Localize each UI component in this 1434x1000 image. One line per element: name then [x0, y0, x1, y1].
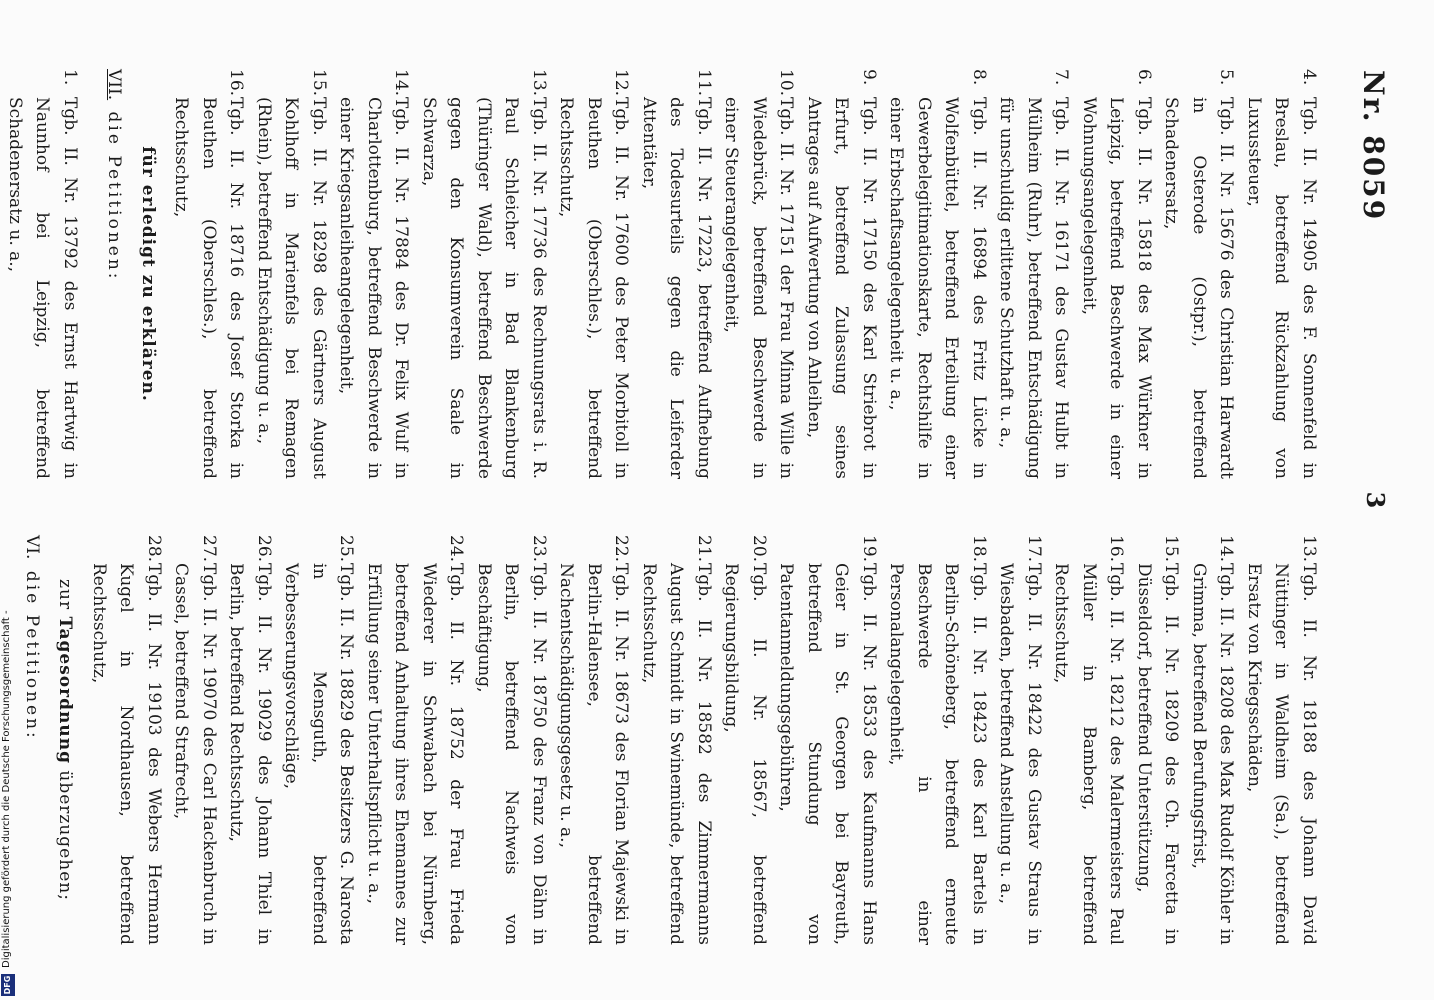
- entry-text: Tgb. II. Nr. 17150 des Karl Striebrot in Erfurt, betreffend Zulassung seines Antrages auf Aufwertung von Anleihen,: [804, 97, 879, 479]
- petition-entry: [222, 535, 277, 945]
- petition-list-main: [85, 535, 1323, 945]
- entry-text: Tgb. II. Nr. 18567, betreffend Regierungsbildung,: [721, 563, 769, 945]
- petition-entry: [470, 535, 553, 945]
- petition-entry: [635, 69, 718, 479]
- petition-entry: [992, 69, 1075, 479]
- entry-text: Tgb. II. Nr. 18750 des Franz von Dähn in Berlin, betreffend Nachweis von Beschäftigung,: [474, 563, 549, 945]
- entry-text: Tgb. II. Nr. 15818 des Max Würkner in Leipzig, betreffend Beschwerde in einer Wohnungsangelegenheit,: [1079, 97, 1154, 479]
- section-number: VII.: [104, 69, 125, 101]
- petition-entry: [772, 535, 882, 945]
- entry-number: 18.: [969, 535, 989, 563]
- petition-entry: [360, 535, 470, 945]
- entry-number: 10.: [776, 69, 797, 97]
- entry-number: 17.: [1024, 535, 1044, 563]
- petition-entry: [167, 535, 222, 945]
- petition-entry: [552, 535, 635, 945]
- entry-number: 22.: [611, 535, 632, 563]
- entry-number: 14.: [391, 69, 412, 97]
- petition-entry: [1240, 535, 1323, 945]
- entry-number: 24.: [446, 535, 467, 563]
- entry-number: 4.: [1299, 69, 1319, 86]
- entry-text: Tgb. II. Nr. 16171 des Gustav Hulbt in Mülheim (Ruhr), betreffend Entschädigung für unschuldig erlittene Schutzhaft u. a.,: [996, 97, 1072, 479]
- petition-entry: [332, 69, 415, 479]
- page-header: [1350, 70, 1390, 930]
- petition-entry: [1047, 535, 1130, 945]
- entry-number: 16.: [226, 69, 247, 97]
- entry-text: Tgb. II. Nr. 18422 des Gustav Straus in Wiesbaden, betreffend Anstellung u. a.,: [996, 563, 1044, 945]
- entry-text: Tgb. II. Nr. 19070 des Carl Hackenbruch in Cassel, betreffend Strafrecht,: [171, 563, 219, 945]
- entry-number: 15.: [309, 69, 329, 97]
- entry-number: 25.: [336, 535, 357, 563]
- entry-text: Tgb. II. Nr. 15676 des Christian Harwardt in Osterode (Ostpr.), betreffend Schadenersatz,: [1161, 97, 1237, 479]
- entry-number: 14.: [1216, 535, 1237, 563]
- entry-number: 7.: [1051, 69, 1072, 86]
- section-number: VI.: [22, 535, 42, 560]
- entry-text: Tgb. II. Nr. 18298 des Gärtners August Kohlhoff in Marienfels bei Remagen (Rhein), betreffend Entschädigung u. a.,: [254, 97, 329, 479]
- entry-text: Tgb. II. Nr. 18208 des Max Rudolf Köhler in Grimma, betreffend Berufungsfrist,: [1189, 563, 1237, 945]
- entry-text: Tgb. II. Nr. 19029 des Johann Thiel in Berlin, betreffend Rechtsschutz,: [226, 563, 274, 945]
- entry-text: Tgb. II. Nr. 18582 des Zimmermanns August Schmidt in Swinemünde, betreffend Rechtsschutz,: [639, 563, 714, 945]
- entry-text: Tgb. II. Nr. 19103 des Webers Hermann Kugel in Nordhausen, betreffend Rechtsschutz,: [89, 563, 164, 945]
- entry-text: Tgb. II. Nr. 18212 des Malermeisters Paul Müller in Bamberg, betreffend Rechtsschutz,: [1051, 563, 1127, 945]
- entry-number: 13.: [529, 69, 549, 97]
- entry-text: Tgb. II. Nr. 18673 des Florian Majewski in Berlin-Halensee, betreffend Nachentschädigungsgesetz u. a.,: [556, 563, 632, 945]
- petition-entry: [552, 69, 635, 479]
- entry-number: 15.: [1161, 535, 1182, 563]
- petition-entry: [277, 535, 360, 945]
- entry-number: 28.: [144, 535, 164, 563]
- entry-text: Tgb. II. Nr. 18752 der Frau Frieda Wiederer in Schwabach bei Nürnberg, betreffend Anhaltung ihres Ehemannes zur Erfüllung seiner Unterhaltspflicht u. a.,: [364, 563, 467, 945]
- petition-entry: [1157, 69, 1240, 479]
- petition-list-continued: [167, 69, 1322, 479]
- entry-number: 12.: [611, 69, 632, 97]
- petition-entry: [800, 69, 883, 479]
- entry-number: 13.: [1299, 535, 1319, 563]
- section-heading-erledigt: für erledigt zu erklären.: [138, 146, 158, 402]
- section-label: die Petitionen:: [104, 111, 125, 282]
- left-column: [0, 69, 1322, 479]
- footer-credit: [0, 0, 16, 1000]
- section-label: die Petitionen:: [22, 570, 42, 741]
- entry-number: 5.: [1216, 69, 1237, 86]
- section-vii-heading: [100, 69, 128, 479]
- entry-number: 26.: [254, 535, 274, 563]
- petition-entry: [1185, 535, 1240, 945]
- entry-number: 19.: [859, 535, 879, 563]
- petition-entry: [992, 535, 1047, 945]
- petition-entry: [1130, 535, 1185, 945]
- entry-text: Tgb. II. Nr. 18209 des Ch. Farcetta in Düsseldorf, betreffend Unterstützung,: [1134, 563, 1182, 945]
- entry-number: 21.: [694, 535, 714, 563]
- entry-text: Tgb. II. Nr. 18533 des Kaufmanns Hans Geier in St. Georgen bei Bayreuth, betreffend Stundung von Patentanmeldungsgebühren,: [776, 563, 879, 945]
- entry-number: 27.: [199, 535, 219, 563]
- entry-number: 6.: [1134, 69, 1154, 86]
- petition-entry: [717, 535, 772, 945]
- entry-number: 9.: [859, 69, 879, 86]
- digitization-credit: Digitalisierung gefördert durch die Deutsche Forschungsgemeinschaft -: [1, 610, 12, 968]
- entry-text: Tgb. II. Nr. 16894 des Fritz Lücke in Wolfenbüttel, betreffend Erteilung einer Gewerbelegitimationskarte, Rechtshilfe in einer Erbschaftsangelegenheit u. a.,: [886, 97, 989, 479]
- entry-number: 8.: [969, 69, 989, 86]
- document-number: Nr. 8059: [1357, 70, 1390, 222]
- petition-entry: [85, 535, 168, 945]
- right-column: [0, 535, 1322, 945]
- entry-text: Tgb. II. Nr. 14905 des F. Sonnenfeld in Breslau, betreffend Rückzahlung von Luxussteuer,: [1244, 97, 1319, 479]
- entry-number: 20.: [749, 535, 769, 563]
- petition-entry: [1075, 69, 1158, 479]
- petition-entry: [635, 535, 718, 945]
- page-number: 3: [1361, 491, 1390, 509]
- entry-text: Tgb. II. Nr. 17223, betreffend Aufhebung des Todesurteils gegen die Leiferder Attentäter,: [639, 97, 714, 479]
- entry-text: Tgb. II. Nr. 18829 des Besitzers G. Narosta in Mensguth, betreffend Verbesserungsvorschläge,: [281, 563, 357, 945]
- entry-text: Tgb. II. Nr. 17600 des Peter Morbitoll in Beuthen (Oberschles.), betreffend Rechtsschutz,: [556, 97, 632, 479]
- entry-number: 1.: [60, 69, 80, 86]
- petition-entry: [415, 69, 553, 479]
- entry-text: Tgb. II. Nr. 18188 des Johann David Nüttinger in Waldheim (Sa.), betreffend Ersatz von Kriegsschäden,: [1244, 563, 1319, 945]
- petition-entry: [717, 69, 800, 479]
- entry-text: Tgb. II. Nr. 13792 des Ernst Hartwig in Naunhof bei Leipzig, betreffend Schadenersatz u. a.,: [5, 97, 80, 479]
- petition-entry: [1240, 69, 1323, 479]
- entry-text: Tgb. II. Nr. 17736 des Rechnungsrats i. R. Paul Schleicher in Bad Blankenburg (Thüringer Wald), betreffend Beschwerde gegen den Konsumverein Saale in Schwarza,: [419, 97, 549, 479]
- entry-text: Tgb. II. Nr. 18423 des Karl Bartels in Berlin-Schöneberg, betreffend erneute Beschwerde in einer Personalangelegenheit,: [886, 563, 989, 945]
- entry-text: Tgb. II. Nr. 17884 des Dr. Felix Wulf in Charlottenburg, betreffend Beschwerde in einer Kriegsanleiheangelegenheit,: [336, 97, 412, 479]
- entry-number: 11.: [694, 69, 714, 97]
- entry-text: Tgb. II. Nr. 18716 des Josef Storka in Beuthen (Oberschles.), betreffend Rechtsschutz,: [171, 97, 247, 479]
- section-vi-heading: [18, 535, 46, 945]
- petition-entry: [882, 535, 992, 945]
- entry-text: Tgb. II. Nr. 17151 der Frau Minna Wille in Wiedebrück, betreffend Beschwerde in einer Steuerangelegenheit,: [721, 97, 797, 479]
- entry-number: 16.: [1106, 535, 1127, 563]
- petition-entry: [167, 69, 250, 479]
- section-heading-tagesordnung: zur Tagesordnung überzugehen;: [55, 579, 76, 901]
- petition-entry: [882, 69, 992, 479]
- petition-entry: [250, 69, 333, 479]
- entry-number: 23.: [529, 535, 549, 563]
- dfg-logo: DFG: [1, 974, 15, 996]
